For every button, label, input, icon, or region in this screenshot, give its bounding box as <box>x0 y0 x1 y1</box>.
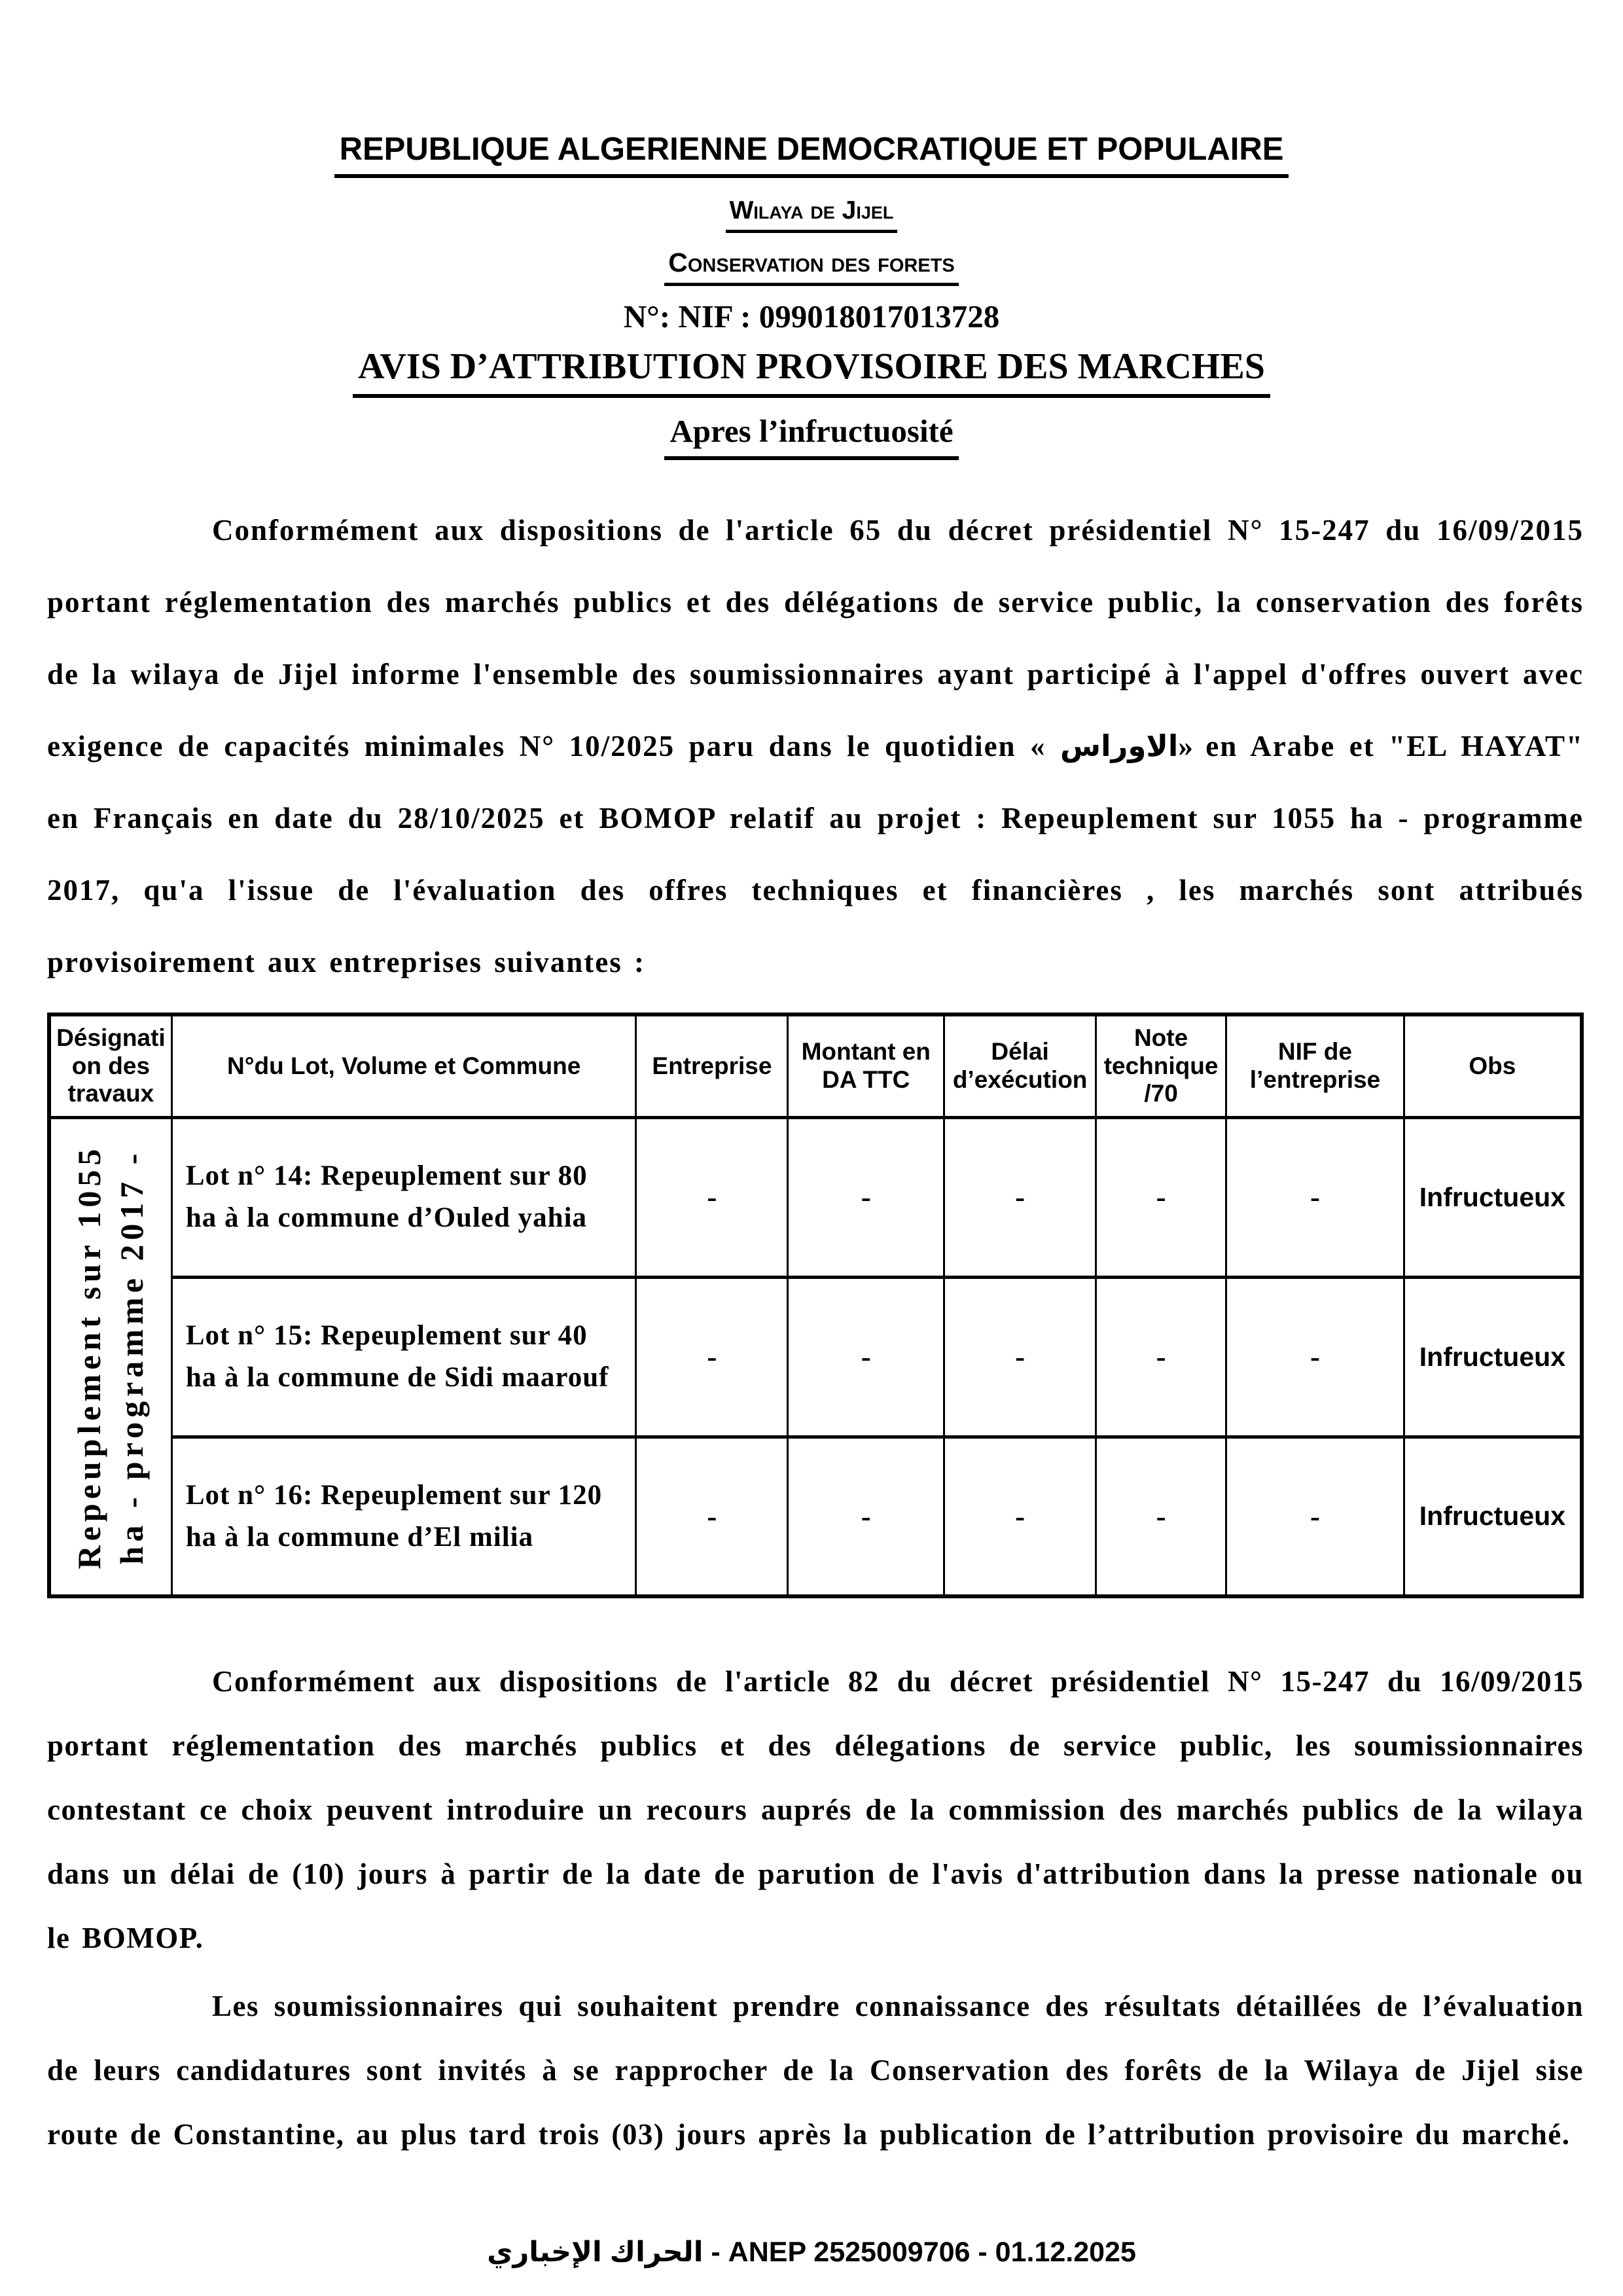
conservation-title: Conservation des forets <box>664 247 959 286</box>
notice-title-line <box>0 346 1623 398</box>
table-row <box>49 1277 1582 1437</box>
entreprise-value: - <box>636 1437 788 1596</box>
republic-title: REPUBLIQUE ALGERIENNE DEMOCRATIQUE ET POPULAIRE <box>334 131 1289 178</box>
col-header-delai: Délai d’exécution <box>944 1014 1096 1117</box>
col-header-montant: Montant en DA TTC <box>788 1014 944 1117</box>
document-header <box>0 0 1623 460</box>
col-header-entreprise: Entreprise <box>636 1014 788 1117</box>
project-group-label: Repeuplement sur 1055 ha - programme 2017 - <box>71 1144 151 1570</box>
obs-value: Infructueux <box>1404 1437 1582 1596</box>
col-header-lot: N°du Lot, Volume et Commune <box>171 1014 636 1117</box>
republic-title-line <box>0 131 1623 178</box>
montant-value: - <box>788 1277 944 1437</box>
obs-value: Infructueux <box>1404 1277 1582 1437</box>
resultats-paragraph: Les soumissionnaires qui souhaitent prendre connaissance des résultats détaillées de l’évaluation de leurs candidatures sont invités à se rapprocher de la Conservation des forêts de la Wilaya de Jijel sise route de Constantine, au plus tard trois (03) jours après la publication de l’attribution provisoire du marché. <box>47 1990 1584 2151</box>
col-header-note: Note technique /70 <box>1096 1014 1226 1117</box>
project-group-cell <box>49 1117 171 1596</box>
conservation-title-line <box>0 247 1623 286</box>
notice-subtitle-line <box>0 412 1623 460</box>
col-header-nif: NIF de l’entreprise <box>1226 1014 1404 1117</box>
lot-15-cell: Lot n° 15: Repeuplement sur 40 ha à la commune de Sidi maarouf <box>171 1277 636 1437</box>
montant-value: - <box>788 1437 944 1596</box>
col-header-obs: Obs <box>1404 1014 1582 1117</box>
delai-value: - <box>944 1277 1096 1437</box>
table-row <box>49 1437 1582 1596</box>
attribution-table <box>47 1013 1584 1598</box>
wilaya-title: Wilaya de Jijel <box>726 196 898 233</box>
nif-value: - <box>1226 1277 1404 1437</box>
note-value: - <box>1096 1117 1226 1277</box>
anep-reference: الحراك الإخباري - ANEP 2525009706 - 01.12.2025 <box>487 2236 1136 2268</box>
delai-value: - <box>944 1117 1096 1277</box>
notice-title: AVIS D’ATTRIBUTION PROVISOIRE DES MARCHES <box>353 346 1270 398</box>
obs-value: Infructueux <box>1404 1117 1582 1277</box>
nif-line: N°: NIF : 099018017013728 <box>623 298 1000 334</box>
lot-14-cell: Lot n° 14: Repeuplement sur 80 ha à la commune d’Ouled yahia <box>171 1117 636 1277</box>
wilaya-title-line <box>0 196 1623 233</box>
nif-value: - <box>1226 1117 1404 1277</box>
entreprise-value: - <box>636 1117 788 1277</box>
nif-value: - <box>1226 1437 1404 1596</box>
entreprise-value: - <box>636 1277 788 1437</box>
note-value: - <box>1096 1437 1226 1596</box>
document-body <box>47 494 1584 2166</box>
col-header-designation: Désignation des travaux <box>49 1014 171 1117</box>
lot-16-cell: Lot n° 16: Repeuplement sur 120 ha à la commune d’El milia <box>171 1437 636 1596</box>
montant-value: - <box>788 1117 944 1277</box>
intro-paragraph: Conformément aux dispositions de l'article 65 du décret présidentiel N° 15-247 du 16/09/2015 portant réglementation des marchés publics et des délégations de service public, la conservation des forêts de la wilaya de Jijel informe l'ensemble des soumissionnaires ayant participé à l'appel d'offres ouvert avec exigence de capacités minimales N° 10/2025 paru dans le quotidien « الاوراس» en Arabe et "EL HAYAT" en Français en date du 28/10/2025 et BOMOP relatif au projet : Repeuplement sur 1055 ha - programme 2017, qu'a l'issue de l'évaluation des offres techniques et financières , les marchés sont attribués provisoirement aux entreprises suivantes : <box>47 514 1584 978</box>
table-row <box>49 1117 1582 1277</box>
notice-subtitle: Apres l’infructuosité <box>664 412 958 460</box>
note-value: - <box>1096 1277 1226 1437</box>
table-header-row <box>49 1014 1582 1117</box>
recours-paragraph: Conformément aux dispositions de l'article 82 du décret présidentiel N° 15-247 du 16/09/2015 portant réglementation des marchés publics et des délegations de service public, les soumissionnaires contestant ce choix peuvent introduire un recours auprés de la commission des marchés publics de la wilaya dans un délai de (10) jours à partir de la date de parution de l'avis d'attribution dans la presse nationale ou le BOMOP. <box>47 1665 1584 1955</box>
delai-value: - <box>944 1437 1096 1596</box>
document-footer <box>0 2236 1623 2269</box>
